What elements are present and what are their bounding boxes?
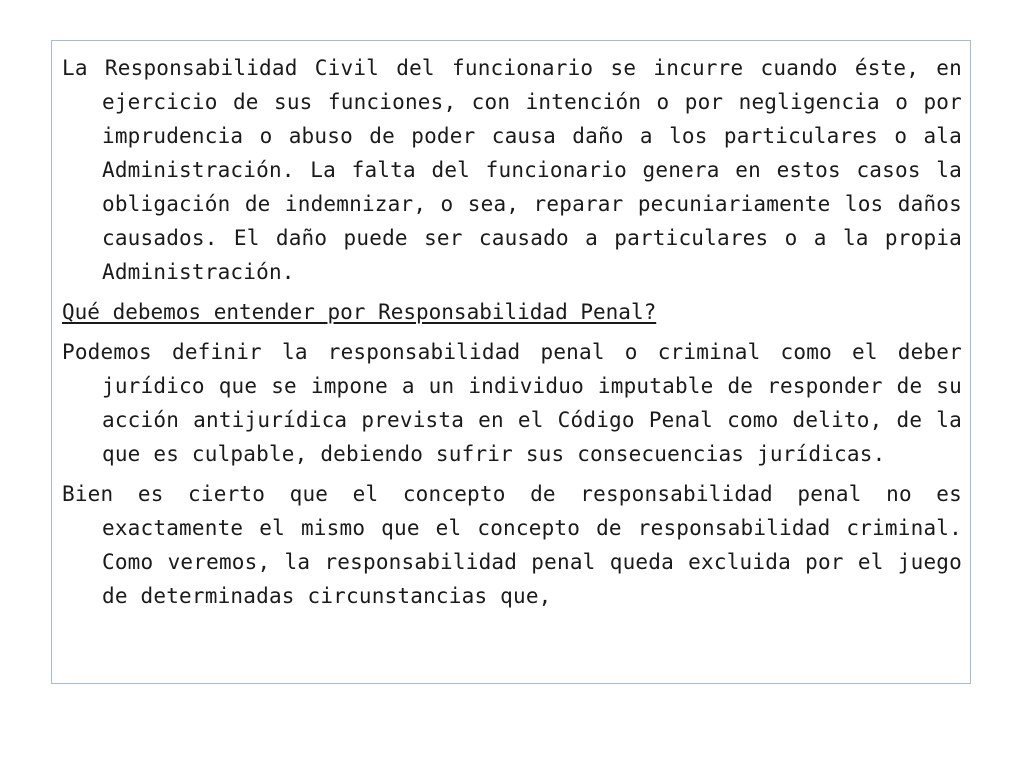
paragraph-penal-vs-criminal: Bien es cierto que el concepto de responsabilidad penal no es exactamente el mismo que el concepto de responsabilidad criminal. Como veremos, la responsabilidad penal queda excluida por el juego de determinadas circunstancias que, (62, 482, 962, 608)
text-box (51, 40, 971, 684)
paragraph-civil-responsibility: La Responsabilidad Civil del funcionario se incurre cuando éste, en ejercicio de sus funciones, con intención o por negligencia o por imprudencia o abuso de poder causa daño a los particulares o ala Administración. La falta del funcionario genera en estos casos la obligación de indemnizar, o sea, reparar pecuniariamente los daños causados. El daño puede ser causado a particulares o a la propia Administración. (62, 56, 962, 284)
heading-penal-responsibility: Qué debemos entender por Responsabilidad Penal? (62, 300, 657, 324)
paragraph-penal-definition: Podemos definir la responsabilidad penal o criminal como el deber jurídico que se impone a un individuo imputable de responder de su acción antijurídica prevista en el Código Penal como delito, de la que es culpable, debiendo sufrir sus consecuencias jurídicas. (62, 340, 962, 466)
